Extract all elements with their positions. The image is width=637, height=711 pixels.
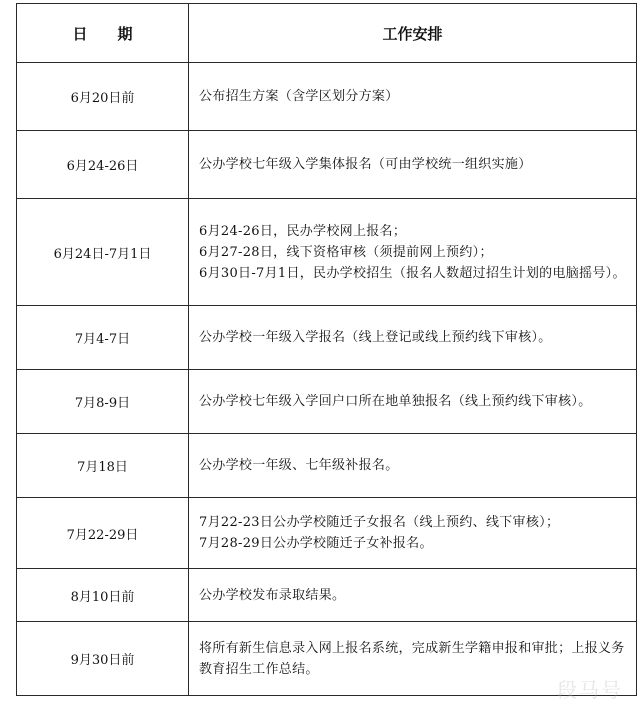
work-cell bbox=[189, 370, 637, 434]
work-line: 将所有新生信息录入网上报名系统，完成新生学籍申报和审批；上报义务教育招生工作总结。 bbox=[199, 640, 625, 677]
watermark-text: 段马号 bbox=[557, 678, 623, 702]
work-line: 7月22-23日公办学校随迁子女报名（线上预约、线下审核）； bbox=[199, 515, 560, 530]
date-cell: 7月8-9日 bbox=[17, 370, 189, 434]
date-cell: 6月24日-7月1日 bbox=[17, 199, 189, 306]
work-line: 公办学校七年级入学回户口所在地单独报名（线上预约线下审核）。 bbox=[199, 394, 592, 409]
work-line: 6月30日-7月1日，民办学校招生（报名人数超过招生计划的电脑摇号）。 bbox=[199, 265, 626, 281]
work-line: 公办学校一年级入学报名（线上登记或线上预约线下审核）。 bbox=[199, 330, 552, 345]
date-cell: 7月22-29日 bbox=[17, 498, 189, 569]
work-cell bbox=[189, 306, 637, 370]
date-cell: 7月4-7日 bbox=[17, 306, 189, 370]
work-line: 公办学校一年级、七年级补报名。 bbox=[199, 458, 399, 473]
work-line: 7月28-29日公办学校随迁子女补报名。 bbox=[199, 536, 433, 551]
work-cell bbox=[189, 63, 637, 131]
table-header-row bbox=[17, 4, 637, 63]
enrollment-schedule-table bbox=[16, 3, 637, 696]
date-cell: 6月20日前 bbox=[17, 63, 189, 131]
table-row bbox=[17, 622, 637, 696]
date-cell: 7月18日 bbox=[17, 434, 189, 498]
table-row bbox=[17, 63, 637, 131]
work-cell bbox=[189, 434, 637, 498]
work-line: 公布招生方案（含学区划分方案） bbox=[199, 89, 399, 104]
table-row bbox=[17, 306, 637, 370]
schedule-table-container bbox=[16, 3, 636, 703]
work-line: 6月24-26日，民办学校网上报名； bbox=[199, 223, 407, 239]
table-row bbox=[17, 434, 637, 498]
table-row bbox=[17, 498, 637, 569]
work-cell bbox=[189, 498, 637, 569]
work-cell bbox=[189, 131, 637, 199]
table-row bbox=[17, 199, 637, 306]
date-cell: 8月10日前 bbox=[17, 569, 189, 622]
header-work: 工作安排 bbox=[189, 4, 637, 63]
table-row bbox=[17, 131, 637, 199]
work-line: 6月27-28日，线下资格审核（须提前网上预约）； bbox=[199, 244, 493, 260]
work-cell bbox=[189, 199, 637, 306]
table-row bbox=[17, 370, 637, 434]
date-cell: 6月24-26日 bbox=[17, 131, 189, 199]
header-date: 日 期 bbox=[17, 4, 189, 63]
work-cell bbox=[189, 569, 637, 622]
work-line: 公办学校七年级入学集体报名（可由学校统一组织实施） bbox=[199, 157, 532, 172]
table-row bbox=[17, 569, 637, 622]
date-cell: 9月30日前 bbox=[17, 622, 189, 696]
work-line: 公办学校发布录取结果。 bbox=[199, 587, 346, 603]
